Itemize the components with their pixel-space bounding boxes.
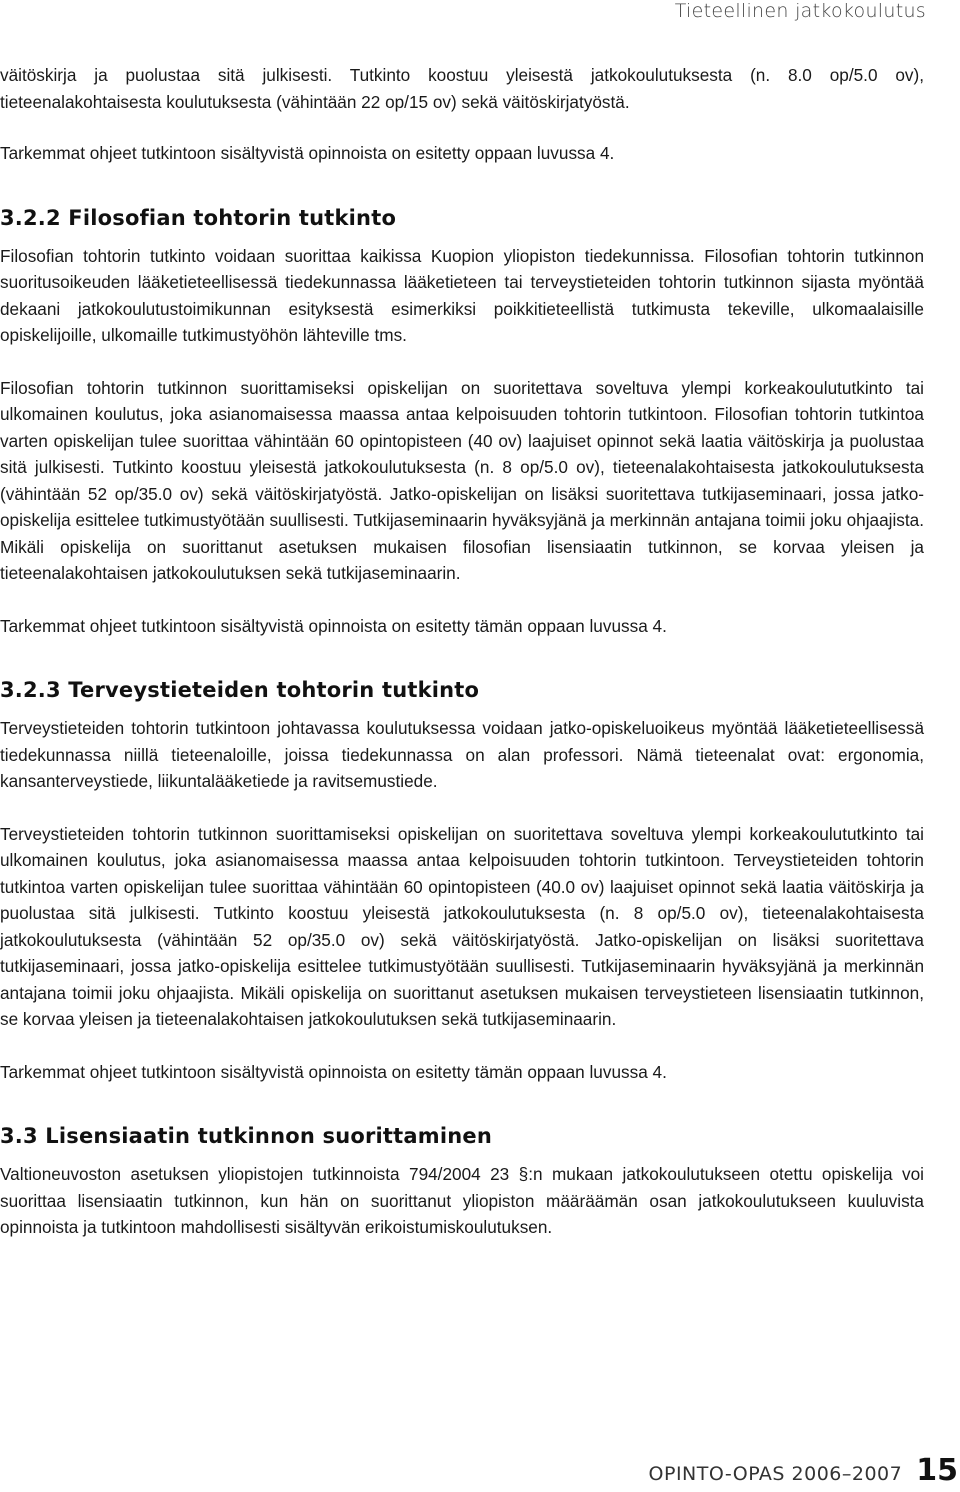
page-number: 15	[916, 1453, 958, 1488]
publication-title: OPINTO-OPAS 2006–2007	[648, 1463, 903, 1485]
paragraph: Tarkemmat ohjeet tutkintoon sisältyvistä opinnoista on esitetty oppaan luvussa 4.	[0, 143, 615, 163]
paragraph: Filosofian tohtorin tutkinto voidaan suorittaa kaikissa Kuopion yliopiston tiedekunnissa. Filosofian tohtorin tutkinnon suoritusoikeuden lääketieteellisessä tiedekunnassa lääketieteen tai terveystieteiden tohtorin tutkinnon sijasta myöntää dekaani jatkokoulutustoimikunnan esityksestä esimerkiksi poikkitieteellistä tutkimusta tekeville, ulkomaalaisille opiskelijoille, ulkomaille tutkimustyöhön lähteville tms.	[0, 245, 924, 345]
paragraph: Tarkemmat ohjeet tutkintoon sisältyvistä opinnoista on esitetty tämän oppaan luvussa 4.	[0, 615, 667, 636]
page-body	[0, 62, 924, 1241]
page-footer	[649, 1453, 960, 1488]
paragraph: Tarkemmat ohjeet tutkintoon sisältyvistä opinnoista on esitetty tämän oppaan luvussa 4.	[0, 1061, 667, 1082]
section-heading-3-2-2: 3.2.2 Filosofian tohtorin tutkinto	[0, 205, 397, 230]
paragraph: Valtioneuvoston asetuksen yliopistojen tutkinnoista 794/2004 23 §:n mukaan jatkokoulutukseen otettu opiskelija voi suorittaa lisensiaatin tutkinnon, kun hän on suorittanut yliopiston määräämän osan jatkokoulutukseen kuuluvista opinnoista ja tutkintoon mahdollisesti sisältyvän erikoistumiskoulutuksen.	[0, 1164, 924, 1237]
paragraph: Filosofian tohtorin tutkinnon suorittamiseksi opiskelijan on suoritettava soveltuva ylempi korkeakoulututkinto tai ulkomainen koulutus, joka asianomaisessa maassa antaa kelpoisuuden tohtorin tutkintoon. Filosofian tohtorin tutkintoa varten opiskelijan tulee suorittaa vähintään 60 opintopisteen (40 ov) laajuiset opinnot sekä laatia väitöskirja ja puolustaa sitä julkisesti. Tutkinto koostuu yleisestä jatkokoulutuksesta (n. 8 op/5.0 ov), tieteenalakohtaisesta jatkokoulutuksesta (vähintään 52 op/35.0 ov) sekä väitöskirjatyöstä. Jatko-opiskelijan on lisäksi suoritettava tutkijaseminaari, jossa jatko-opiskelija esittelee tutkimustyötään suullisesti. Tutkijaseminaarin hyväksyjänä ja merkinnän antajana toimii joku ohjaajista. Mikäli opiskelija on suorittanut asetuksen mukaisen filosofian lisensiaatin tutkinnon, se korvaa yleisen ja tieteenalakohtaisen jatkokoulutuksen sekä tutkijaseminaarin.	[0, 377, 924, 583]
section-heading-3-3: 3.3 Lisensiaatin tutkinnon suorittaminen	[0, 1124, 493, 1148]
section-heading-3-2-3: 3.2.3 Terveystieteiden tohtorin tutkinto	[0, 678, 480, 702]
paragraph: väitöskirja ja puolustaa sitä julkisesti. Tutkinto koostuu yleisestä jatkokoulutuksesta (n. 8.0 op/5.0 ov), tieteenalakohtaisesta koulutuksesta (vähintään 22 op/15 ov) sekä väitöskirjatyöstä.	[0, 65, 924, 112]
paragraph: Terveystieteiden tohtorin tutkintoon johtavassa koulutuksessa voidaan jatko-opiskeluoikeus myöntää lääketieteellisessä tiedekunnassa niillä tieteenaloille, joissa tiedekunnassa on alan professori. Nämä tieteenalat ovat: ergonomia, kansanterveystiede, liikuntalääketiede ja ravitsemustiede.	[0, 718, 924, 791]
running-header: Tieteellinen jatkokoulutus	[674, 0, 926, 22]
paragraph: Terveystieteiden tohtorin tutkinnon suorittamiseksi opiskelijan on suoritettava soveltuva ylempi korkeakoulututkinto tai ulkomainen koulutus, joka asianomaisessa maassa antaa kelpoisuuden tohtorin tutkintoon. Terveystieteiden tohtorin tutkintoa varten opiskelijan tulee suorittaa vähintään 60 opintopisteen (40.0 ov) laajuiset opinnot sekä laatia väitöskirja ja puolustaa sitä julkisesti. Tutkinto koostuu yleisestä jatkokoulutuksesta (n. 8 op/5.0 ov), tieteenalakohtaisesta jatkokoulutuksesta (vähintään 52 op/35.0 ov) sekä väitöskirjatyöstä. Jatko-opiskelijan on lisäksi suoritettava tutkijaseminaari, jossa jatko-opiskelija esittelee tutkimustyötään suullisesti. Tutkijaseminaarin hyväksyjänä ja merkinnän antajana toimii joku ohjaajista. Mikäli opiskelija on suorittanut asetuksen mukaisen terveystieteen lisensiaatin tutkinnon, se korvaa yleisen ja tieteenalakohtaisen jatkokoulutuksen sekä tutkijaseminaarin.	[0, 823, 924, 1029]
